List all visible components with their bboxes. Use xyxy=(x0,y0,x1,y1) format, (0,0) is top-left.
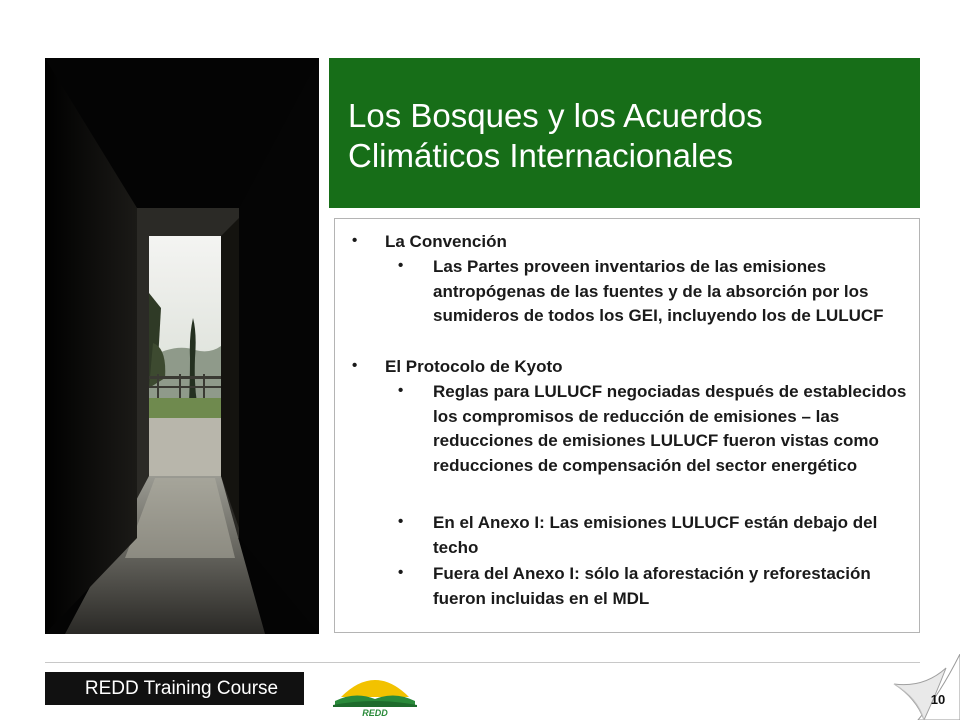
redd-logo-icon xyxy=(333,669,417,717)
bullet-marker: • xyxy=(398,382,404,399)
bullet-marker: • xyxy=(398,257,404,274)
course-label xyxy=(45,672,304,705)
bullet-anexo-i: En el Anexo I: Las emisiones LULUCF están debajo del techo xyxy=(433,513,878,557)
bullet-inventarios: Las Partes proveen inventarios de las emisiones antropógenas de las fuentes y de la absorción por los sumideros de todos los GEI, incluyendo los de LULUCF xyxy=(433,257,884,325)
title-line-2: Climáticos Internacionales xyxy=(348,137,734,174)
footer-divider xyxy=(45,662,920,663)
redd-logo xyxy=(333,669,417,722)
title-line-1: Los Bosques y los Acuerdos xyxy=(348,97,763,134)
slide-title xyxy=(348,96,920,176)
bullet-kyoto: El Protocolo de Kyoto xyxy=(385,357,563,376)
bullet-marker: • xyxy=(352,232,358,249)
bullet-marker: • xyxy=(398,513,404,530)
doorway-image xyxy=(45,58,319,634)
page-curl-icon xyxy=(888,654,960,725)
redd-logo-text: REDD xyxy=(362,708,388,717)
bullet-marker: • xyxy=(352,357,358,374)
content-panel xyxy=(334,218,920,633)
course-label-text: REDD Training Course xyxy=(84,678,279,699)
bullet-convencion: La Convención xyxy=(385,232,507,251)
bullet-marker: • xyxy=(398,564,404,581)
doorway-photo xyxy=(45,58,319,634)
page-number: 10 xyxy=(930,692,946,707)
bullet-reglas: Reglas para LULUCF negociadas después de establecidos los compromisos de reducción de emisiones – las reducciones de emisiones LULUCF fueron vistas como reducciones de compensación del sector energético xyxy=(433,382,907,475)
title-banner xyxy=(329,58,920,208)
bullet-fuera-anexo: Fuera del Anexo I: sólo la aforestación y reforestación fueron incluidas en el MDL xyxy=(433,564,871,608)
